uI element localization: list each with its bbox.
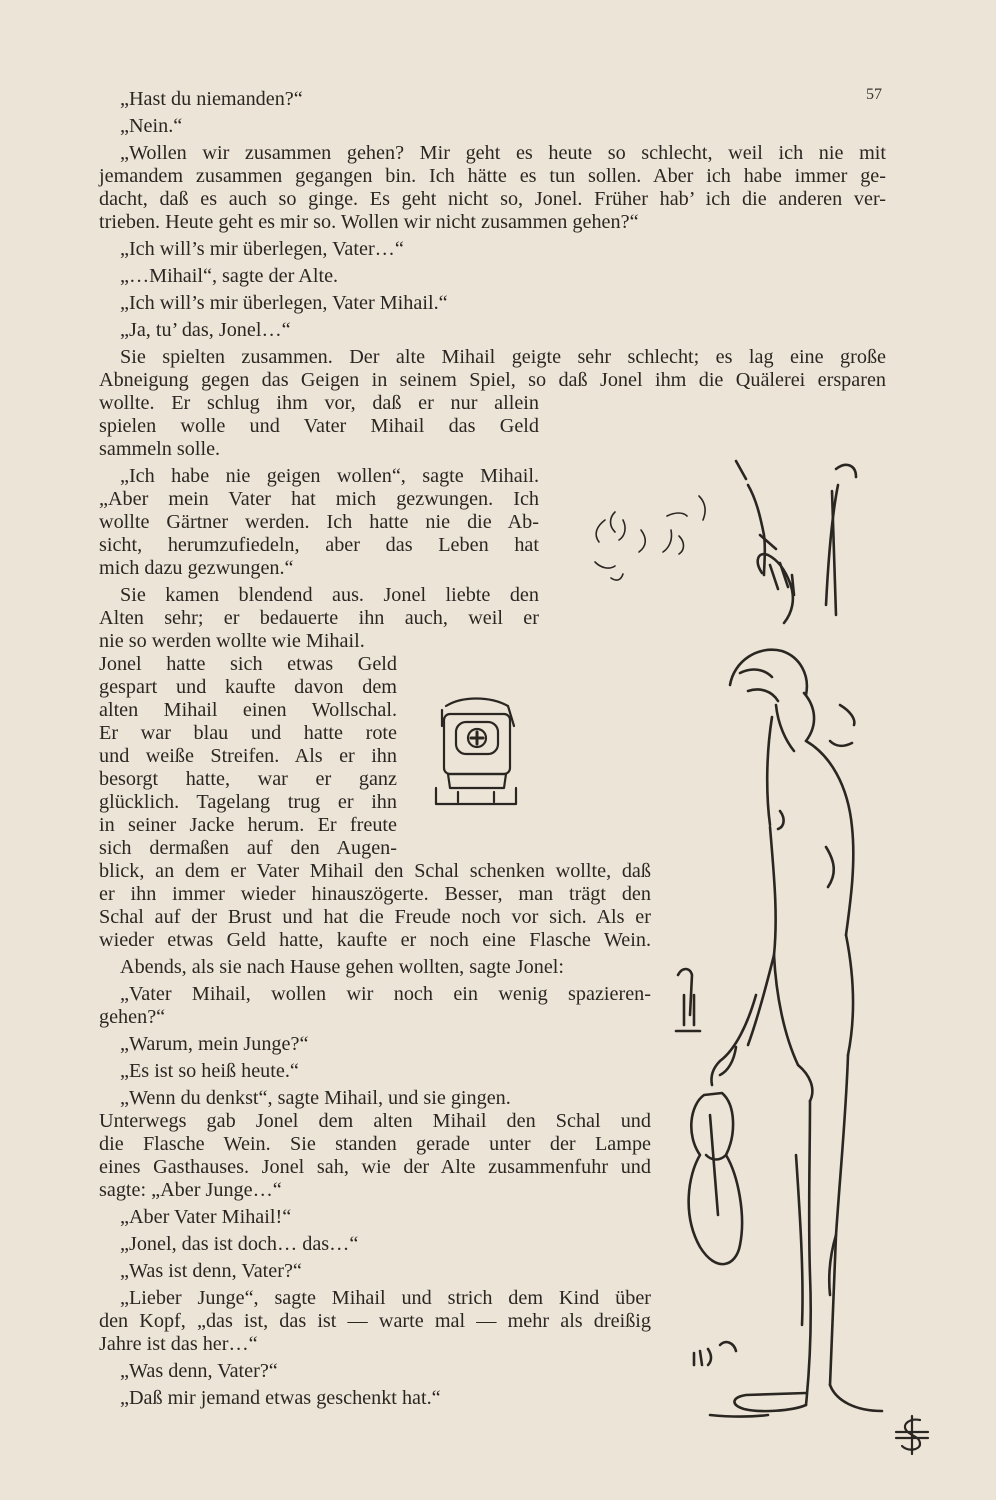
text-line: „Ich will’s mir überlegen, Vater…“ — [120, 238, 404, 260]
text-line: „Hast du niemanden?“ — [120, 88, 303, 110]
text-line: die Flasche Wein. Sie standen gerade unter der Lampe — [99, 1133, 651, 1155]
text-line: Er war blau und hatte rote — [99, 722, 397, 744]
text-line: Abends, als sie nach Hause gehen wollten, sagte Jonel: — [120, 956, 565, 978]
text-line: Schal auf der Brust und hat die Freude noch vor sich. Als er — [99, 906, 651, 928]
text-line: Sie kamen blendend aus. Jonel liebte den — [120, 584, 539, 606]
text-line: alten Mihail einen Wollschal. — [99, 699, 397, 721]
text-line: wieder etwas Geld hatte, kaufte er noch eine Flasche Wein. — [99, 929, 651, 951]
boy-with-violin-drawing — [660, 455, 920, 1455]
text-line: „Ja, tu’ das, Jonel…“ — [120, 319, 291, 341]
text-line: eines Gasthauses. Jonel sah, wie der Alte zusammenfuhr und — [99, 1156, 651, 1178]
text-line: spielen wolle und Vater Mihail das Geld — [99, 415, 539, 437]
text-line: dacht, daß es auch so ginge. Es geht nicht so, Jonel. Früher hab’ ich die anderen ver- — [99, 188, 886, 210]
text-line: glücklich. Tagelang trug er ihn — [99, 791, 397, 813]
text-line: „Jonel, das ist doch… das…“ — [120, 1233, 359, 1255]
text-line: trieben. Heute geht es mir so. Wollen wir nicht zusammen gehen?“ — [99, 211, 639, 233]
text-line: Unterwegs gab Jonel dem alten Mihail den Schal und — [99, 1110, 651, 1132]
text-line: gehen?“ — [99, 1006, 166, 1028]
text-line: jemandem zusammen gegangen bin. Ich hätte es tun sollen. Aber ich habe immer ge- — [99, 165, 886, 187]
text-line: Jahre ist das her…“ — [99, 1333, 258, 1355]
text-line: „Daß mir jemand etwas geschenkt hat.“ — [120, 1387, 441, 1409]
text-line: besorgt hatte, war er ganz — [99, 768, 397, 790]
text-line: „Wollen wir zusammen gehen? Mir geht es heute so schlecht, weil ich nie mit — [120, 142, 886, 164]
text-line: sicht, herumzufiedeln, aber das Leben hat — [99, 534, 539, 556]
text-line: „Lieber Junge“, sagte Mihail und strich dem Kind über — [120, 1287, 651, 1309]
gas-lamp-drawing — [428, 692, 524, 818]
text-line: Alten sehr; er bedauerte ihn auch, weil er — [99, 607, 539, 629]
text-line: blick, an dem er Vater Mihail den Schal schenken wollte, daß — [99, 860, 651, 882]
text-line: sich dermaßen auf den Augen- — [99, 837, 397, 859]
text-line: Abneigung gegen das Geigen in seinem Spiel, so daß Jonel ihm die Quälerei ersparen — [99, 369, 886, 391]
text-line: „Warum, mein Junge?“ — [120, 1033, 309, 1055]
text-line: und weiße Streifen. Als er ihn — [99, 745, 397, 767]
text-line: Jonel hatte sich etwas Geld — [99, 653, 397, 675]
page-number: 57 — [866, 86, 882, 103]
text-line: „Es ist so heiß heute.“ — [120, 1060, 299, 1082]
text-line: „Wenn du denkst“, sagte Mihail, und sie gingen. — [120, 1087, 511, 1109]
text-line: in seiner Jacke herum. Er freute — [99, 814, 397, 836]
text-line: „Nein.“ — [120, 115, 183, 137]
text-line: „Was ist denn, Vater?“ — [120, 1260, 302, 1282]
text-line: „…Mihail“, sagte der Alte. — [120, 265, 339, 287]
text-line: Sie spielten zusammen. Der alte Mihail geigte sehr schlecht; es lag eine große — [120, 346, 886, 368]
text-line: „Ich will’s mir überlegen, Vater Mihail.“ — [120, 292, 448, 314]
text-line: den Kopf, „das ist, das ist — warte mal — mehr als dreißig — [99, 1310, 651, 1332]
text-line: „Aber Vater Mihail!“ — [120, 1206, 292, 1228]
text-line: wollte. Er schlug ihm vor, daß er nur allein — [99, 392, 539, 414]
artist-monogram — [890, 1412, 934, 1456]
text-line: er ihn immer wieder hinauszögerte. Besser, man trägt den — [99, 883, 651, 905]
text-line: „Aber mein Vater hat mich gezwungen. Ich — [99, 488, 539, 510]
text-line: sammeln solle. — [99, 438, 221, 460]
text-line: „Vater Mihail, wollen wir noch ein wenig spazieren- — [120, 983, 651, 1005]
text-line: „Ich habe nie geigen wollen“, sagte Mihail. — [120, 465, 539, 487]
text-line: „Was denn, Vater?“ — [120, 1360, 278, 1382]
text-line: sagte: „Aber Junge…“ — [99, 1179, 282, 1201]
text-line: gespart und kaufte davon dem — [99, 676, 397, 698]
text-line: nie so werden wollte wie Mihail. — [99, 630, 365, 652]
text-line: mich dazu gezwungen.“ — [99, 557, 294, 579]
text-line: wollte Gärtner werden. Ich hatte nie die Ab- — [99, 511, 539, 533]
